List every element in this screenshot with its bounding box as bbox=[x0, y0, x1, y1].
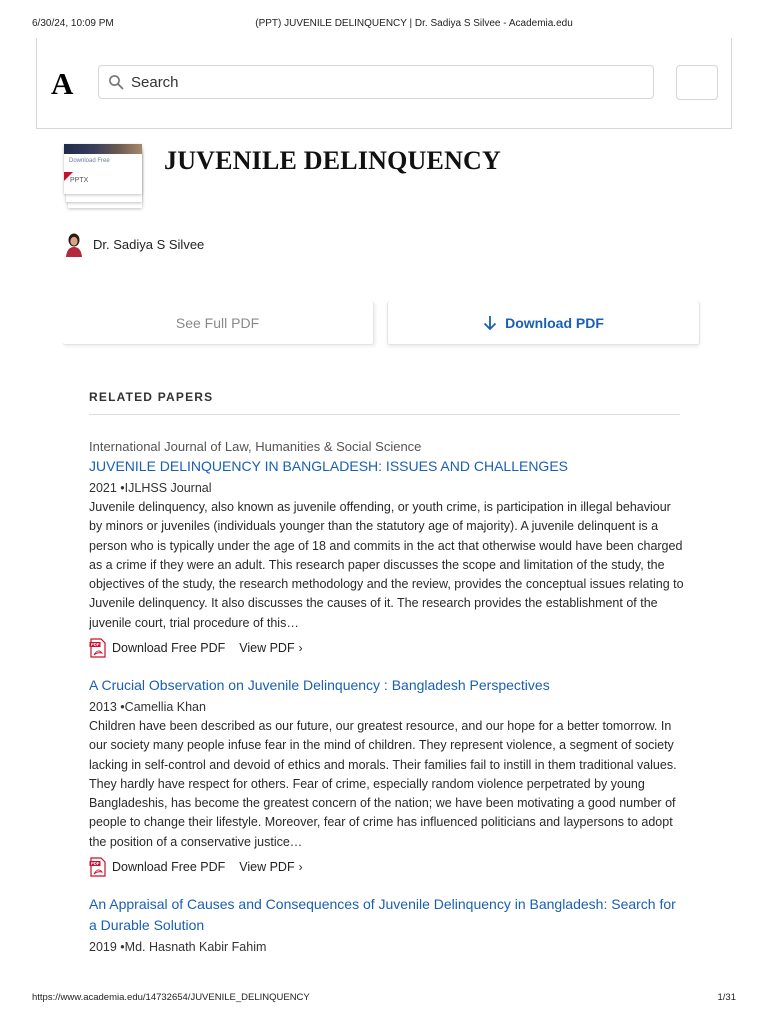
view-pdf-link[interactable] bbox=[239, 641, 302, 655]
pdf-file-icon bbox=[89, 857, 107, 877]
chevron-right-icon: › bbox=[298, 641, 303, 655]
paper-year: 2013 bbox=[89, 700, 117, 714]
paper-actions bbox=[89, 637, 684, 659]
view-pdf-label: View PDF bbox=[239, 641, 295, 655]
paper-meta: 2021 •IJLHSS Journal bbox=[89, 481, 212, 495]
thumbnail-cover bbox=[64, 144, 142, 194]
svg-text:PDF: PDF bbox=[91, 642, 100, 648]
paper-author[interactable]: Camellia Khan bbox=[124, 700, 206, 714]
academia-logo[interactable]: A bbox=[51, 66, 74, 101]
download-pdf-button[interactable] bbox=[387, 301, 700, 345]
download-free-pdf-link[interactable]: Download Free PDF bbox=[112, 860, 226, 874]
paper-year: 2021 bbox=[89, 481, 117, 495]
pdf-corner-icon bbox=[64, 172, 73, 181]
paper-title-link[interactable]: JUVENILE DELINQUENCY IN BANGLADESH: ISSUES AND CHALLENGES bbox=[89, 458, 568, 474]
related-papers-list bbox=[89, 438, 684, 973]
see-full-pdf-label: See Full PDF bbox=[175, 314, 260, 331]
document-thumbnail[interactable] bbox=[62, 144, 144, 208]
pdf-file-icon bbox=[89, 638, 107, 658]
menu-button[interactable] bbox=[676, 65, 718, 100]
print-header bbox=[32, 18, 736, 32]
related-paper bbox=[89, 675, 684, 878]
paper-abstract: Children have been described as our future, our greatest resource, and our hope for a better tomorrow. In our society many people infuse fear in the mind of children. They represent violence, a segment of society lacking in self-control and devoid of ethics and morals. Their families fail to instill in them traditional values. They hardly have respect for others. Fear of crime, especially random violence perpetrated by young Bangladeshis, has become the greatest concern of the nation; we have been motivating a good number of people to change their lifestyle. Moreover, fear of crime has influenced politicians and laypersons to adopt the position of a conservative justice… bbox=[89, 719, 677, 849]
top-navigation-bar bbox=[36, 38, 732, 129]
paper-actions bbox=[89, 856, 684, 878]
search-icon bbox=[108, 74, 124, 90]
search-placeholder: Search bbox=[131, 74, 179, 91]
related-papers-heading: RELATED PAPERS bbox=[89, 390, 214, 404]
print-page-title: (PPT) JUVENILE DELINQUENCY | Dr. Sadiya S Silvee - Academia.edu bbox=[255, 18, 573, 29]
chevron-right-icon: › bbox=[298, 860, 303, 874]
print-url: https://www.academia.edu/14732654/JUVENILE_DELINQUENCY bbox=[32, 992, 310, 1003]
related-paper bbox=[89, 438, 684, 659]
thumbnail-image-strip bbox=[64, 144, 142, 154]
print-footer bbox=[32, 992, 736, 1004]
print-page-number: 1/31 bbox=[717, 992, 736, 1003]
related-paper bbox=[89, 894, 684, 957]
divider bbox=[89, 414, 680, 415]
view-pdf-label: View PDF bbox=[239, 860, 295, 874]
paper-meta: 2013 •Camellia Khan bbox=[89, 700, 206, 714]
paper-title-link[interactable]: A Crucial Observation on Juvenile Delinquency : Bangladesh Perspectives bbox=[89, 677, 550, 693]
action-buttons bbox=[62, 301, 702, 345]
download-pdf-label: Download PDF bbox=[505, 314, 604, 331]
paper-year: 2019 bbox=[89, 940, 117, 954]
print-datetime: 6/30/24, 10:09 PM bbox=[32, 18, 114, 29]
author-avatar bbox=[64, 233, 84, 257]
see-full-pdf-button[interactable] bbox=[62, 301, 374, 345]
paper-venue: International Journal of Law, Humanities & Social Science bbox=[89, 439, 422, 454]
view-pdf-link[interactable] bbox=[239, 860, 302, 874]
paper-abstract: Juvenile delinquency, also known as juvenile offending, or youth crime, is participation in illegal behaviour by minors or juveniles (individuals younger than the statutory age of majority). A juvenile delinquent is a person who is typically under the age of 18 and commits in the act that otherwise would have been charged as a crime if they were an adult. This research paper discusses the scope and limitation of the study, the objectives of the study, the research methodology and the review, provides the conceptual issues relating to Juvenile delinquency. It also discusses the causes of it. The research provides the establishment of the juvenile court, trial procedure of this… bbox=[89, 500, 684, 630]
paper-meta: 2019 •Md. Hasnath Kabir Fahim bbox=[89, 940, 267, 954]
author-name[interactable]: Dr. Sadiya S Silvee bbox=[93, 237, 205, 252]
svg-text:PDF: PDF bbox=[91, 861, 100, 867]
paper-title-link[interactable]: An Appraisal of Causes and Consequences of Juvenile Delinquency in Bangladesh: Search for a Durable Solution bbox=[89, 896, 676, 933]
thumbnail-file-type: PPTX bbox=[70, 177, 89, 184]
paper-author[interactable]: Md. Hasnath Kabir Fahim bbox=[124, 940, 267, 954]
paper-author[interactable]: IJLHSS Journal bbox=[124, 481, 212, 495]
download-free-pdf-link[interactable]: Download Free PDF bbox=[112, 641, 226, 655]
arrow-down-icon bbox=[483, 315, 497, 331]
thumbnail-download-label: Download Free bbox=[69, 158, 110, 164]
search-input[interactable] bbox=[98, 65, 654, 99]
document-title: JUVENILE DELINQUENCY bbox=[164, 146, 501, 175]
